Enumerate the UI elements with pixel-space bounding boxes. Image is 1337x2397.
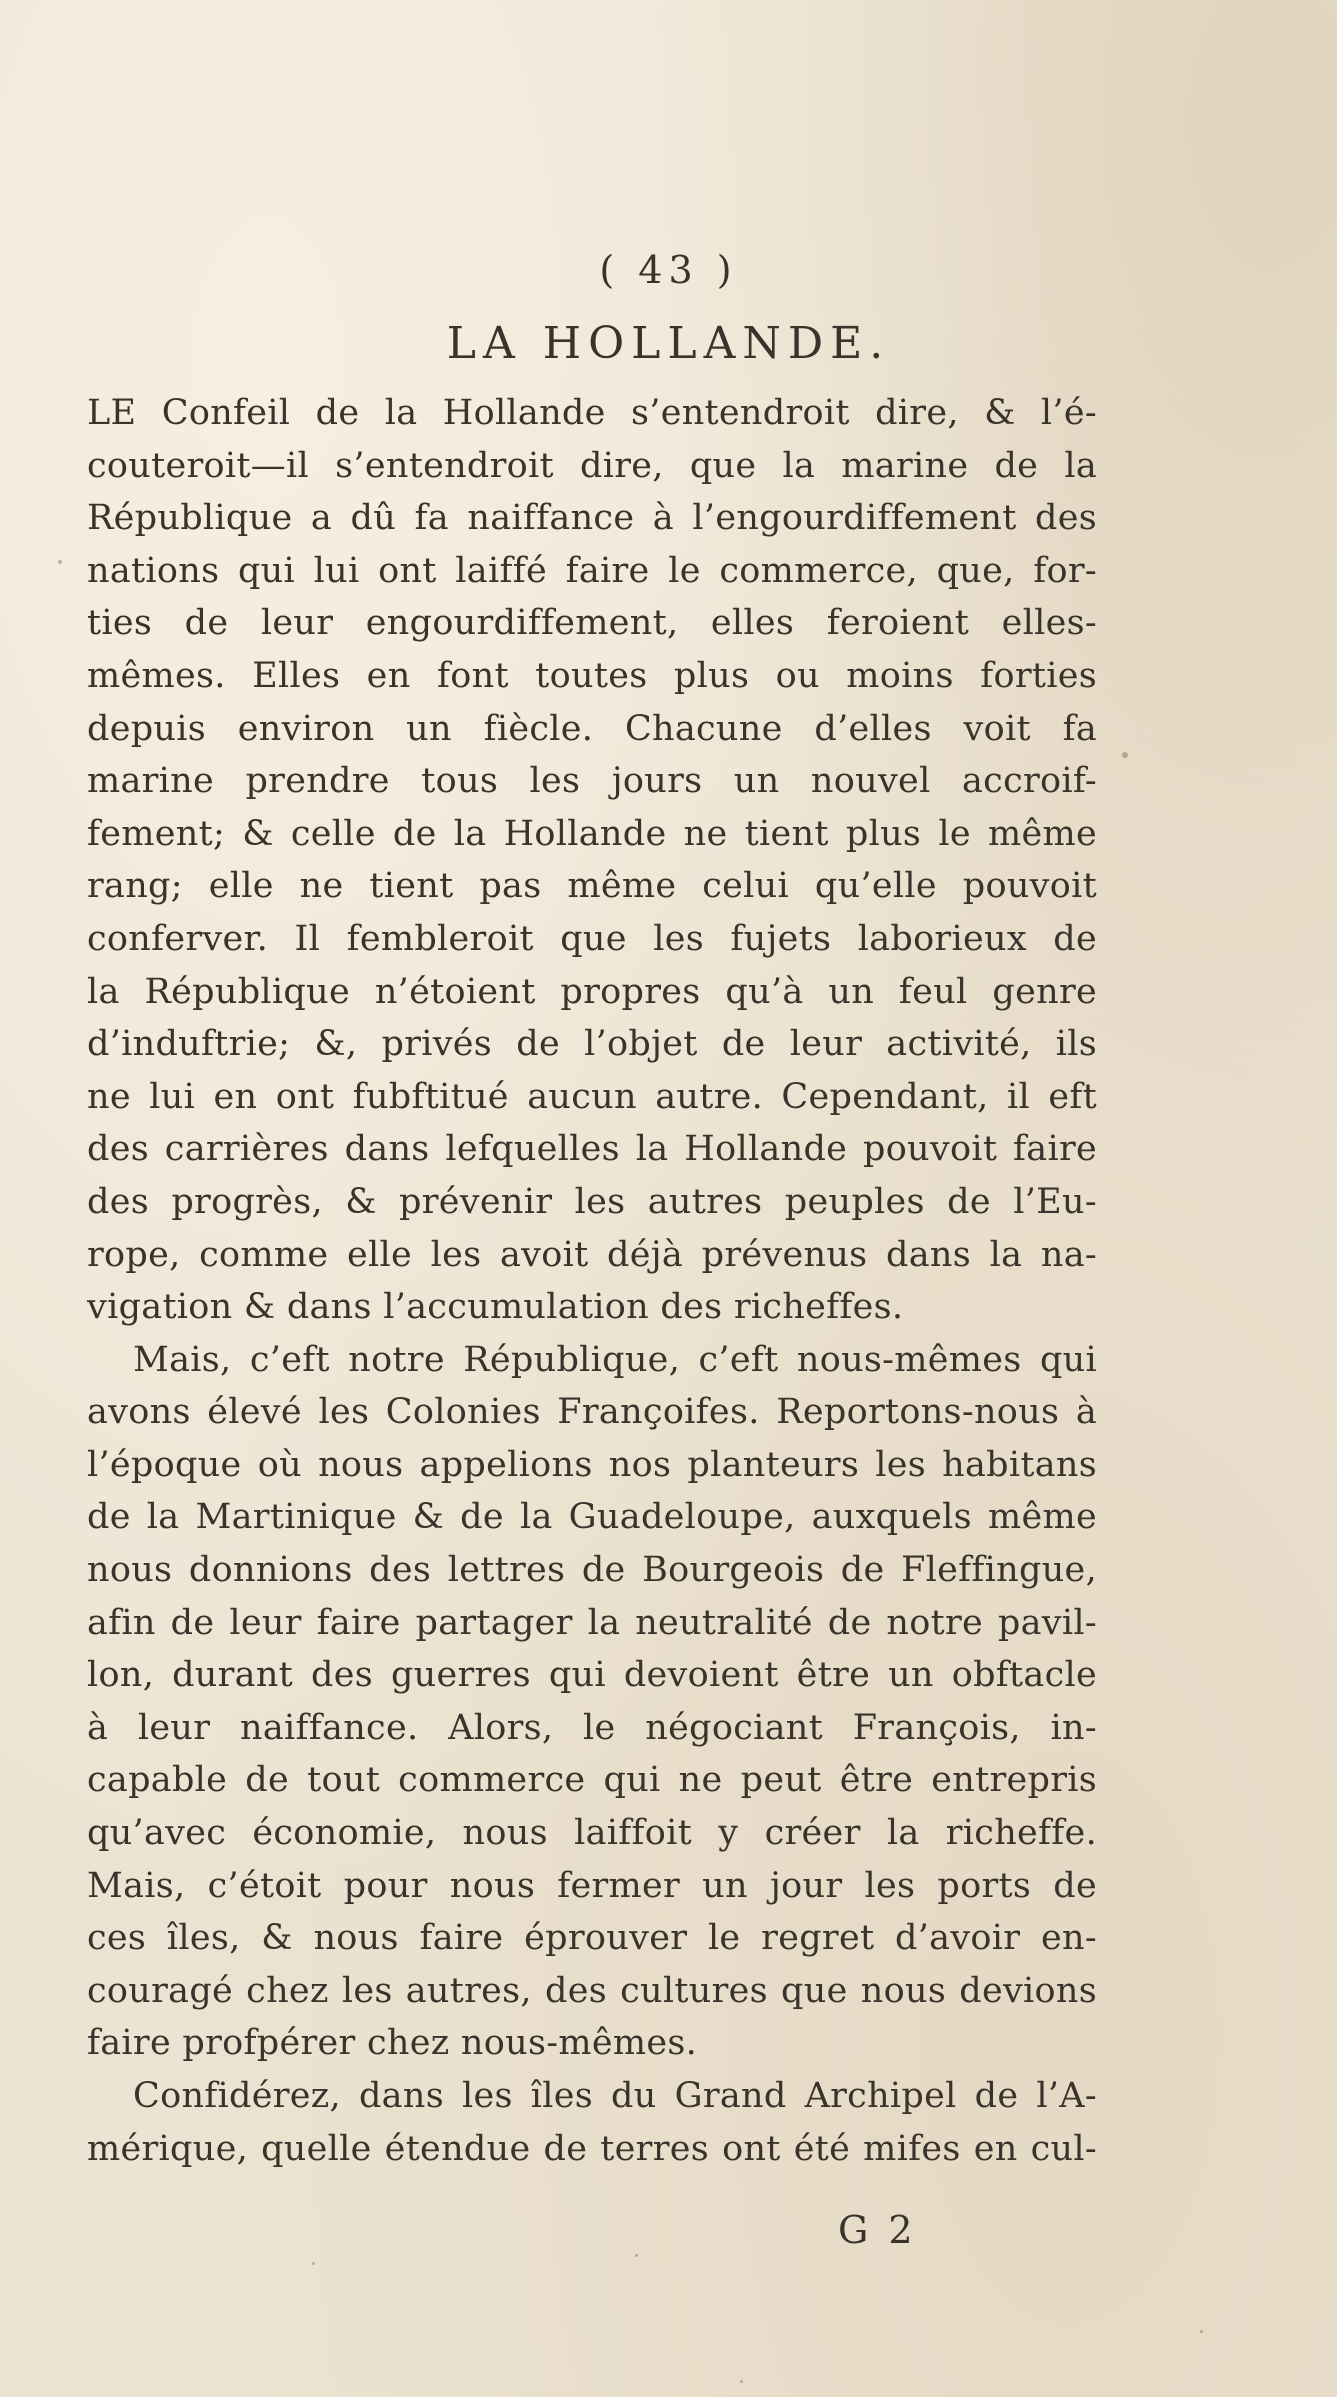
text-line: capable de tout commerce qui ne peut être entrepris (87, 1760, 1097, 1801)
text-line: mérique, quelle étendue de terres ont été mifes en cul- (87, 2128, 1097, 2169)
text-line: LE Confeil de la Hollande s’entendroit dire, & l’é- (87, 393, 1097, 433)
text-line: Mais, c’étoit pour nous fermer un jour les ports de (87, 1865, 1097, 1906)
signature-mark: G 2 (838, 2208, 917, 2252)
text-line: de la Martinique & de la Guadeloupe, auxquels même (87, 1497, 1097, 1538)
text-line: à leur naiffance. Alors, le négociant François, in- (87, 1707, 1097, 1748)
text-line: fement; & celle de la Hollande ne tient plus le même (87, 813, 1097, 854)
text-line: rang; elle ne tient pas même celui qu’elle pouvoit (87, 866, 1097, 907)
paper-speck (58, 560, 62, 564)
text-line: conferver. Il fembleroit que les fujets laborieux de (87, 918, 1097, 959)
paper-speck (740, 2380, 743, 2383)
text-line: depuis environ un fiècle. Chacune d’elles voit fa (87, 708, 1097, 749)
paper-speck (635, 2254, 638, 2257)
text-line: lon, durant des guerres qui devoient être un obftacle (87, 1655, 1097, 1696)
text-line: d’induftrie; &, privés de l’objet de leur activité, ils (87, 1024, 1097, 1065)
text-line: Confidérez, dans les îles du Grand Archipel de l’A- (133, 2076, 1097, 2116)
text-line: mêmes. Elles en font toutes plus ou moins forties (87, 655, 1097, 696)
text-line: couragé chez les autres, des cultures que nous devions (87, 1970, 1097, 2011)
section-heading: LA HOLLANDE. (446, 318, 891, 369)
text-line: l’époque où nous appelions nos planteurs les habitans (87, 1444, 1097, 1485)
text-line: République a dû fa naiffance à l’engourdiffement des (87, 498, 1097, 539)
text-line: marine prendre tous les jours un nouvel accroif- (87, 761, 1097, 802)
text-line: nations qui lui ont laiffé faire le commerce, que, for- (87, 550, 1097, 591)
text-line: la République n’étoient propres qu’à un feul genre (87, 971, 1097, 1012)
text-line: couteroit—il s’entendroit dire, que la marine de la (87, 445, 1097, 486)
paper-speck (1200, 2330, 1203, 2333)
page-number: ( 43 ) (599, 248, 738, 292)
text-line: rope, comme elle les avoit déjà prévenus dans la na- (87, 1234, 1097, 1275)
text-line: faire profpérer chez nous-mêmes. (87, 2023, 698, 2064)
text-line: qu’avec économie, nous laiffoit y créer la richeffe. (87, 1813, 1097, 1854)
paper-speck (312, 2262, 315, 2265)
text-line: des progrès, & prévenir les autres peuples de l’Eu- (87, 1181, 1097, 1222)
text-line: nous donnions des lettres de Bourgeois de Fleffingue, (87, 1550, 1097, 1591)
text-line: ne lui en ont fubftitué aucun autre. Cependant, il eft (87, 1076, 1097, 1117)
text-line: des carrières dans lefquelles la Hollande pouvoit faire (87, 1129, 1097, 1170)
paper-speck (1122, 752, 1128, 758)
text-line: vigation & dans l’accumulation des richeffes. (87, 1287, 904, 1328)
text-line: ties de leur engourdiffement, elles feroient elles- (87, 603, 1097, 644)
text-line: afin de leur faire partager la neutralité de notre pavil- (87, 1602, 1097, 1643)
text-line: Mais, c’eft notre République, c’eft nous-mêmes qui (133, 1339, 1097, 1380)
body-text (87, 387, 1097, 2175)
text-line: avons élevé les Colonies Françoifes. Reportons-nous à (87, 1392, 1097, 1433)
text-line: ces îles, & nous faire éprouver le regret d’avoir en- (87, 1918, 1097, 1959)
